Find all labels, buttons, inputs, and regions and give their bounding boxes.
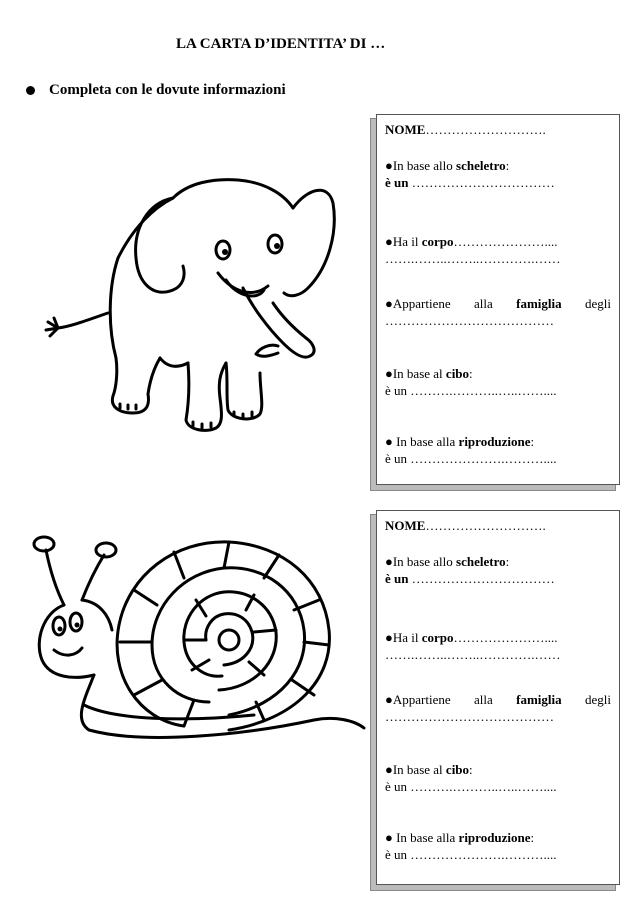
corpo-prefix: ●Ha il [385,234,422,249]
corpo-blank-2[interactable]: …….……..……..………….…… [385,251,561,266]
identity-card-snail [376,510,620,885]
scheletro-section [385,553,611,587]
scheletro-blank[interactable]: …………………………… [408,175,555,190]
instruction [26,82,286,99]
cibo-suffix: : [469,366,473,381]
famiglia-a: ●Appartiene [385,692,451,707]
bullet-icon [26,86,35,95]
famiglia-section [385,691,611,725]
ripro-prefix: ● In base alla [385,830,459,845]
famiglia-word: famiglia [516,296,562,311]
scheletro-suffix: : [505,554,510,569]
cibo-word: cibo [445,762,470,777]
scheletro-section [385,157,611,191]
corpo-word: corpo [421,234,454,249]
nome-label: NOME [385,518,426,533]
ripro-blank[interactable]: è un ………………….……….... [385,847,557,862]
scheletro-word: scheletro [456,158,506,173]
famiglia-blank[interactable]: ………………………………… [385,709,554,724]
cibo-section [385,365,611,399]
cibo-blank[interactable]: è un ……….………..…..…….... [385,779,557,794]
nome-line [385,517,611,534]
famiglia-b: alla [473,692,493,707]
cibo-word: cibo [445,366,470,381]
famiglia-b: alla [473,296,493,311]
ripro-suffix: : [530,830,535,845]
scheletro-word: scheletro [456,554,506,569]
corpo-blank[interactable]: ………………….... [453,630,558,645]
elephant-drawing [38,158,338,443]
riproduzione-section [385,829,611,863]
corpo-blank-2[interactable]: …….……..……..………….…… [385,647,561,662]
nome-line [385,121,611,138]
scheletro-prefix: ●In base allo [385,158,457,173]
cibo-prefix: ●In base al [385,762,446,777]
ripro-word: riproduzione [458,434,531,449]
instruction-text: Completa con le dovute informazioni [49,82,286,98]
corpo-blank[interactable]: ………………….... [453,234,558,249]
identity-card-elephant [376,114,620,485]
cibo-prefix: ●In base al [385,366,446,381]
corpo-section [385,233,611,267]
ripro-prefix: ● In base alla [385,434,459,449]
famiglia-section [385,295,611,329]
scheletro-suffix: : [505,158,510,173]
scheletro-eun: è un [385,175,409,190]
scheletro-prefix: ●In base allo [385,554,457,569]
cibo-suffix: : [469,762,473,777]
cibo-blank[interactable]: è un ……….………..…..…….... [385,383,557,398]
nome-blank[interactable]: ………………………. [425,518,546,533]
nome-blank[interactable]: ………………………. [425,122,546,137]
famiglia-a: ●Appartiene [385,296,451,311]
cibo-section [385,761,611,795]
nome-label: NOME [385,122,426,137]
ripro-suffix: : [530,434,535,449]
famiglia-word: famiglia [516,692,562,707]
corpo-prefix: ●Ha il [385,630,422,645]
snail-drawing [24,530,369,780]
scheletro-blank[interactable]: …………………………… [408,571,555,586]
scheletro-eun: è un [385,571,409,586]
famiglia-c: degli [585,296,611,311]
corpo-section [385,629,611,663]
corpo-word: corpo [421,630,454,645]
famiglia-blank[interactable]: ………………………………… [385,313,554,328]
ripro-blank[interactable]: è un ………………….……….... [385,451,557,466]
page-title: LA CARTA D’IDENTITA’ DI … [176,36,386,52]
ripro-word: riproduzione [458,830,531,845]
riproduzione-section [385,433,611,467]
famiglia-c: degli [585,692,611,707]
